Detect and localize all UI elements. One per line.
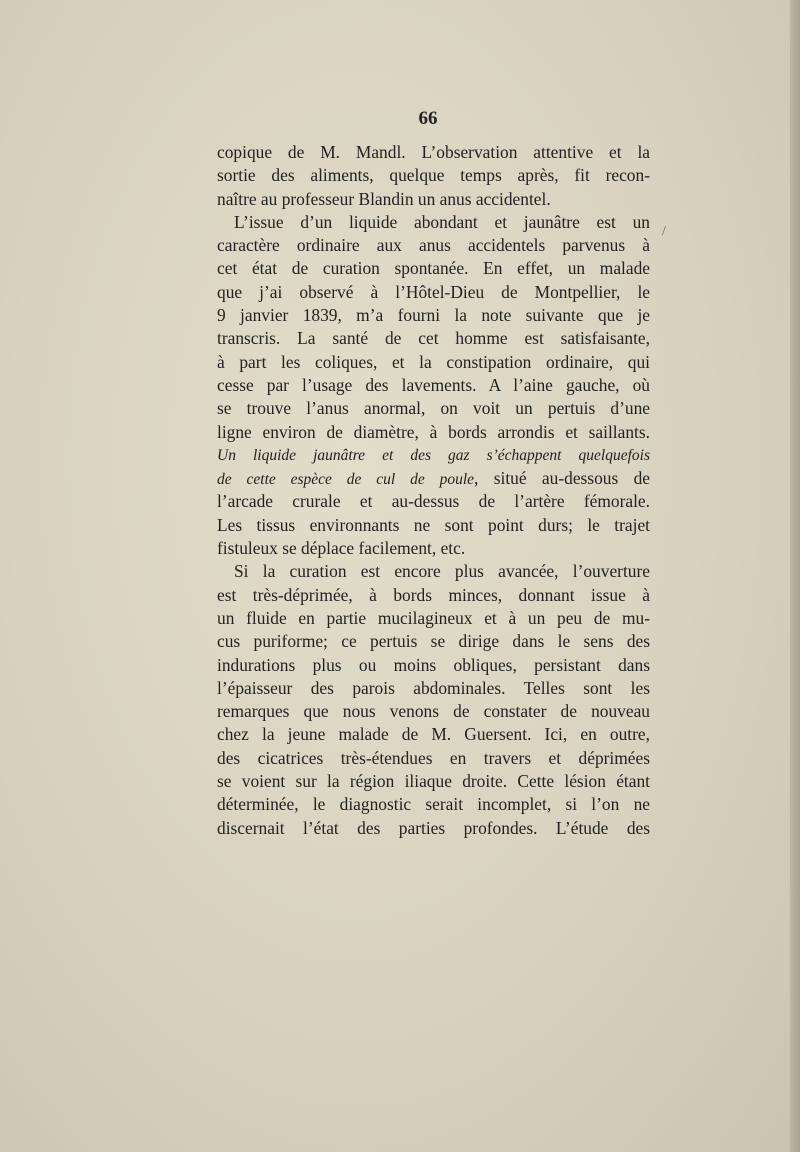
text-line: se voient sur la région iliaque droite. Cette lésion étant: [217, 771, 650, 792]
text-line: sortie des aliments, quelque temps après, fit recon-: [217, 165, 650, 186]
text-line: remarques que nous venons de constater de nouveau: [217, 701, 650, 722]
text-line: déterminée, le diagnostic serait incomplet, si l’on ne: [217, 794, 650, 815]
text-line: cus puriforme; ce pertuis se dirige dans le sens des: [217, 631, 650, 652]
text-line: des cicatrices très-étendues en travers et déprimées: [217, 747, 650, 768]
text-line: un fluide en partie mucilagineux et à un peu de mu-: [217, 607, 650, 628]
text-line: à part les coliques, et la constipation ordinaire, qui: [217, 351, 650, 372]
text-line: chez la jeune malade de M. Guersent. Ici, en outre,: [217, 724, 650, 745]
text-line: cesse par l’usage des lavements. A l’aine gauche, où: [217, 374, 650, 395]
text-line: 9 janvier 1839, m’a fourni la note suivante que je: [217, 305, 650, 326]
paragraph-start: Si la curation est encore plus avancée, l’ouverture: [234, 561, 650, 582]
page-number: 66: [418, 108, 438, 129]
text-line: l’arcade crurale et au-dessus de l’artère fémorale.: [217, 491, 650, 512]
text-line: l’épaisseur des parois abdominales. Telles sont les: [217, 677, 650, 698]
text-line: transcris. La santé de cet homme est satisfaisante,: [217, 328, 650, 349]
text-line: se trouve l’anus anormal, on voit un pertuis d’une: [217, 398, 650, 419]
text-line: fistuleux se déplace facilement, etc.: [217, 538, 466, 559]
text-line: est très-déprimée, à bords minces, donnant issue à: [217, 584, 650, 605]
text-fragment: , situé au-dessous de: [474, 468, 650, 489]
mixed-quote-line: [217, 467, 650, 490]
text-line: naître au professeur Blandin un anus accidentel.: [217, 188, 551, 209]
text-line: Les tissus environnants ne sont point durs; le trajet: [217, 514, 650, 535]
text-line: que j’ai observé à l’Hôtel-Dieu de Montpellier, le: [217, 281, 650, 302]
text-line: cet état de curation spontanée. En effet, un malade: [217, 258, 650, 279]
text-line: ligne environ de diamètre, à bords arrondis et saillants.: [217, 421, 650, 442]
margin-mark: /: [662, 224, 666, 239]
text-line: discernait l’état des parties profondes. L’étude des: [217, 817, 650, 838]
italic-quote-line: Un liquide jaunâtre et des gaz s’échappent quelquefois: [217, 446, 650, 464]
body-text: [217, 141, 650, 840]
text-line: indurations plus ou moins obliques, persistant dans: [217, 654, 650, 675]
italic-quote-fragment: de cette espèce de cul de poule: [217, 471, 475, 489]
paragraph-start: L’issue d’un liquide abondant et jaunâtre est un: [234, 211, 650, 232]
text-line: caractère ordinaire aux anus accidentels parvenus à: [217, 235, 650, 256]
text-line: copique de M. Mandl. L’observation attentive et la: [217, 142, 650, 162]
page-edge: [790, 0, 800, 1152]
